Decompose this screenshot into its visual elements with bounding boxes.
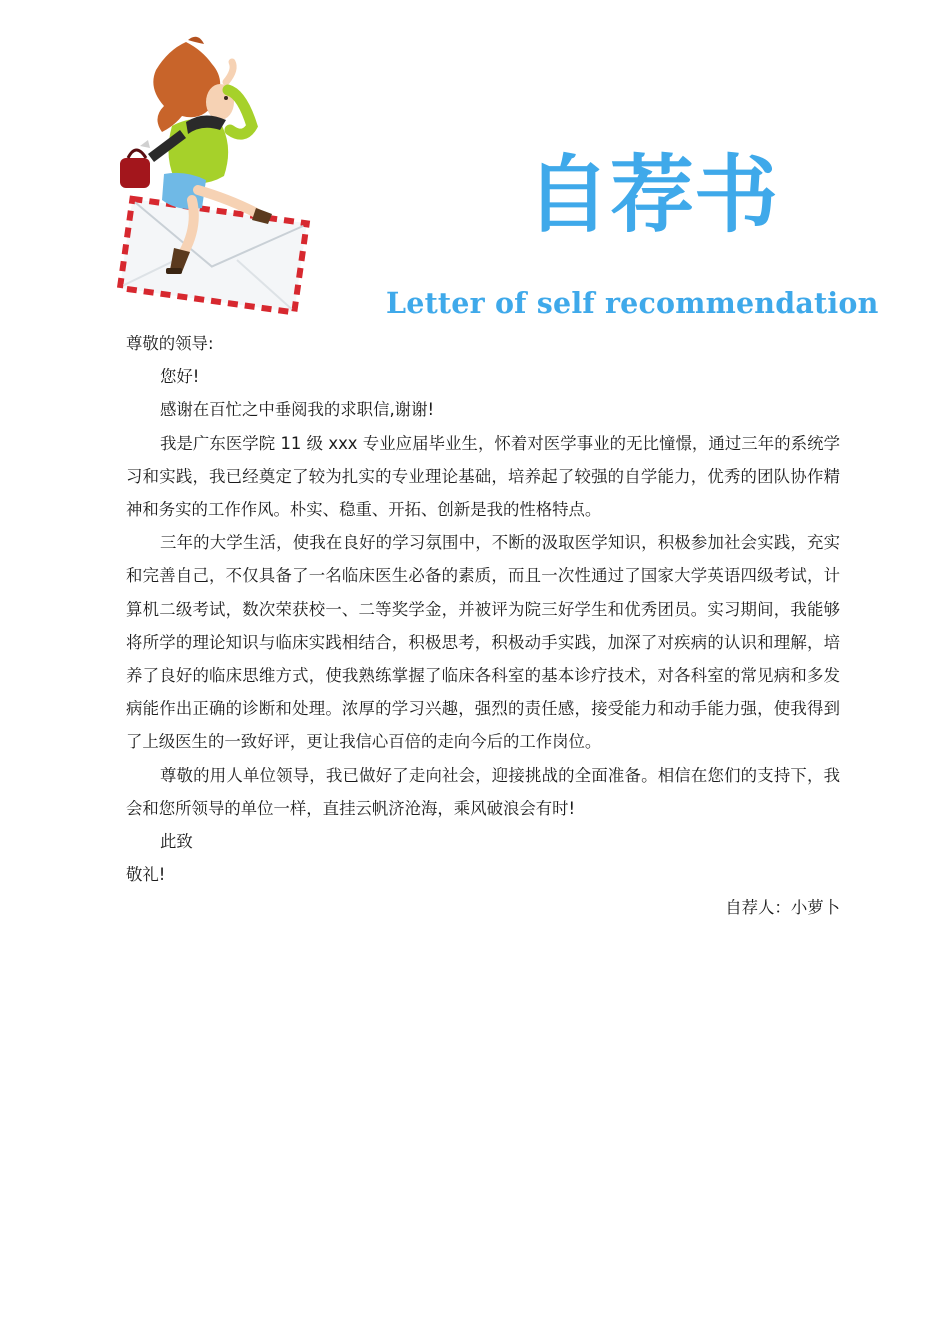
salutation: 尊敬的领导: <box>126 334 214 353</box>
closing: 此致 <box>160 832 193 852</box>
regards: 敬礼! <box>126 865 166 885</box>
paragraph-intro: 我是广东医学院 11 级 xxx 专业应届毕业生，怀着对医学事业的无比憧憬，通过三年的系统学习和实践，我已经奠定了较为扎实的专业理论基础，培养起了较强的自学能力，优秀的团队协作精神和务实的工作作风。朴实、稳重、开拓、创新是我的性格特点。 <box>126 433 840 520</box>
signature: 自荐人：小萝卜 <box>725 898 840 918</box>
girl-riding-envelope-illustration <box>108 30 318 320</box>
letter-header <box>0 0 950 330</box>
title-en: Letter of self recommendation <box>386 286 879 320</box>
paragraph-conclusion: 尊敬的用人单位领导，我已做好了走向社会，迎接挑战的全面准备。相信在您们的支持下，我会和您所领导的单位一样，直挂云帆济沧海，乘风破浪会有时! <box>126 765 840 818</box>
title-cn-calligraphy <box>520 112 860 282</box>
thanks-line: 感谢在百忙之中垂阅我的求职信,谢谢! <box>160 400 435 420</box>
letter-body <box>126 327 840 925</box>
paragraph-experience: 三年的大学生活，使我在良好的学习氛围中，不断的汲取医学知识，积极参加社会实践，充实和完善自己，不仅具备了一名临床医生必备的素质，而且一次性通过了国家大学英语四级考试，计算机二级考试，数次荣获校一、二等奖学金，并被评为院三好学生和优秀团员。实习期间，我能够将所学的理论知识与临床实践相结合，积极思考，积极动手实践，加深了对疾病的认识和理解，培养了良好的临床思维方式，使我熟练掌握了临床各科室的基本诊疗技术，对各科室的常见病和多发病能作出正确的诊断和处理。浓厚的学习兴趣，强烈的责任感，接受能力和动手能力强，使我得到了上级医生的一致好评，更让我信心百倍的走向今后的工作岗位。 <box>126 533 840 752</box>
greeting: 您好! <box>160 367 200 387</box>
title-cn-chars-1: 自荐书 <box>526 145 779 244</box>
